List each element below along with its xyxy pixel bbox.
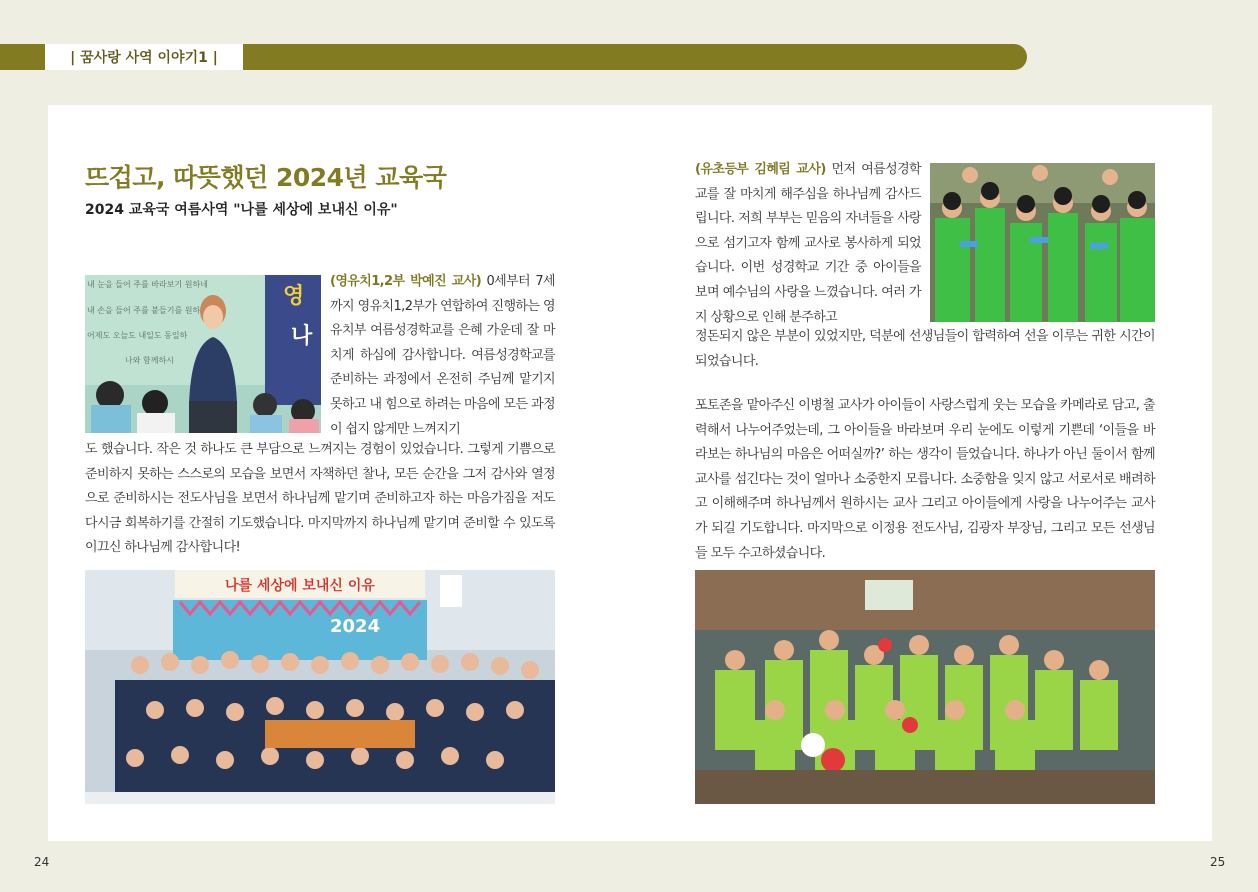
teacher-banner-line-4: 나와 함께하시 [125,356,174,365]
right-body-wrap: 먼저 여름성경학교를 잘 마치게 해주심을 하나님께 감사드립니다. 저희 부부는 믿음의 자녀들을 사랑으로 섬기고자 함께 교사로 봉사하게 되었습니다. 이번 성경학교 기간 중 아이들을 보며 예수님의 사랑을 느꼈습니다. 여러 가지 상황으로 인해 분주하고 [695,162,921,325]
right-text-full [695,325,1155,374]
left-body-wrap: 0세부터 7세까지 영유치1,2부가 연합하여 진행하는 영유치부 여름성경학교를 은혜 가운데 잘 마치게 하심에 감사합니다. 여름성경학교를 준비하는 과정에서 온전히 주님께 맡기지 못하고 내 힘으로 하려는 마음에 모든 과정이 쉽지 않게만 느껴지기 [330,274,555,437]
teacher-banner-line-1: 내 눈을 들어 주를 바라보기 원하네 [87,280,208,289]
left-text-wrap [330,270,555,442]
group-banner-year: 2024 [330,616,381,637]
kids-water-photo [930,163,1155,322]
right-speaker-label: (유초등부 김혜림 교사) [695,162,826,177]
right-body-paragraph2: 포토존을 맡아주신 이병철 교사가 아이들이 사랑스럽게 웃는 모습을 카메라로 담고, 출력해서 나누어주었는데, 그 아이들을 바라보며 우리 눈에도 이렇게 기쁜데 ‘이들을 바라보는 하나님의 마음은 어떠실까?’ 하는 생각이 들었습니다. 하나가 아닌 둘이서 함께 교사를 섬긴다는 것이 얼마나 소중한지 모릅니다. 소중함을 잊지 않고 서로서로 배려하고 이해해주며 하나님께서 원하시는 교사 그리고 아이들에게 사랑을 나누어주는 교사가 되길 기도합니다. 마지막으로 이정용 전도사님, 김광자 부장님, 그리고 모든 선생님들 모두 수고하셨습니다. [695,398,1155,561]
left-text-full [85,438,555,561]
teacher-photo [85,275,321,433]
article-title: 뜨겁고, 따뜻했던 2024년 교육국 [85,163,447,192]
right-text-paragraph2 [695,394,1155,566]
teacher-banner-big-1: 영 [283,284,305,309]
group-photo-youth [85,570,555,804]
teacher-banner-line-3: 어제도 오늘도 내일도 동일하 [87,331,188,340]
right-text-wrap [695,158,921,330]
article-subtitle: 2024 교육국 여름사역 "나를 세상에 보내신 이유" [85,202,398,218]
group-photo-elementary [695,570,1155,804]
section-header-tab: | 꿈사랑 사역 이야기1 | [45,44,243,70]
page-number-left: 24 [34,855,50,869]
left-speaker-label: (영유치1,2부 박예진 교사) [330,274,482,289]
left-body-full: 도 했습니다. 작은 것 하나도 큰 부담으로 느껴지는 경험이 있었습니다. 그렇게 기쁨으로 준비하지 못하는 스스로의 모습을 보면서 자책하던 찰나, 모든 순간을 그저 감사와 열정으로 준비하시는 전도사님을 보면서 하나님께 맡기며 준비하고자 하는 마음가짐을 저도 다시금 회복하기를 간절히 기도했습니다. 마지막까지 하나님께 맡기며 준비할 수 있도록 이끄신 하나님께 감사합니다! [85,442,555,556]
teacher-banner-line-2: 내 손을 들어 주를 붙들기를 원하 [87,306,201,315]
teacher-banner-big-2: 나 [291,324,313,349]
group-banner-text: 나를 세상에 보내신 이유 [225,578,375,594]
page-number-right: 25 [1210,855,1226,869]
right-body-full: 정돈되지 않은 부분이 있었지만, 덕분에 선생님들이 합력하여 선을 이루는 귀한 시간이 되었습니다. [695,329,1155,369]
